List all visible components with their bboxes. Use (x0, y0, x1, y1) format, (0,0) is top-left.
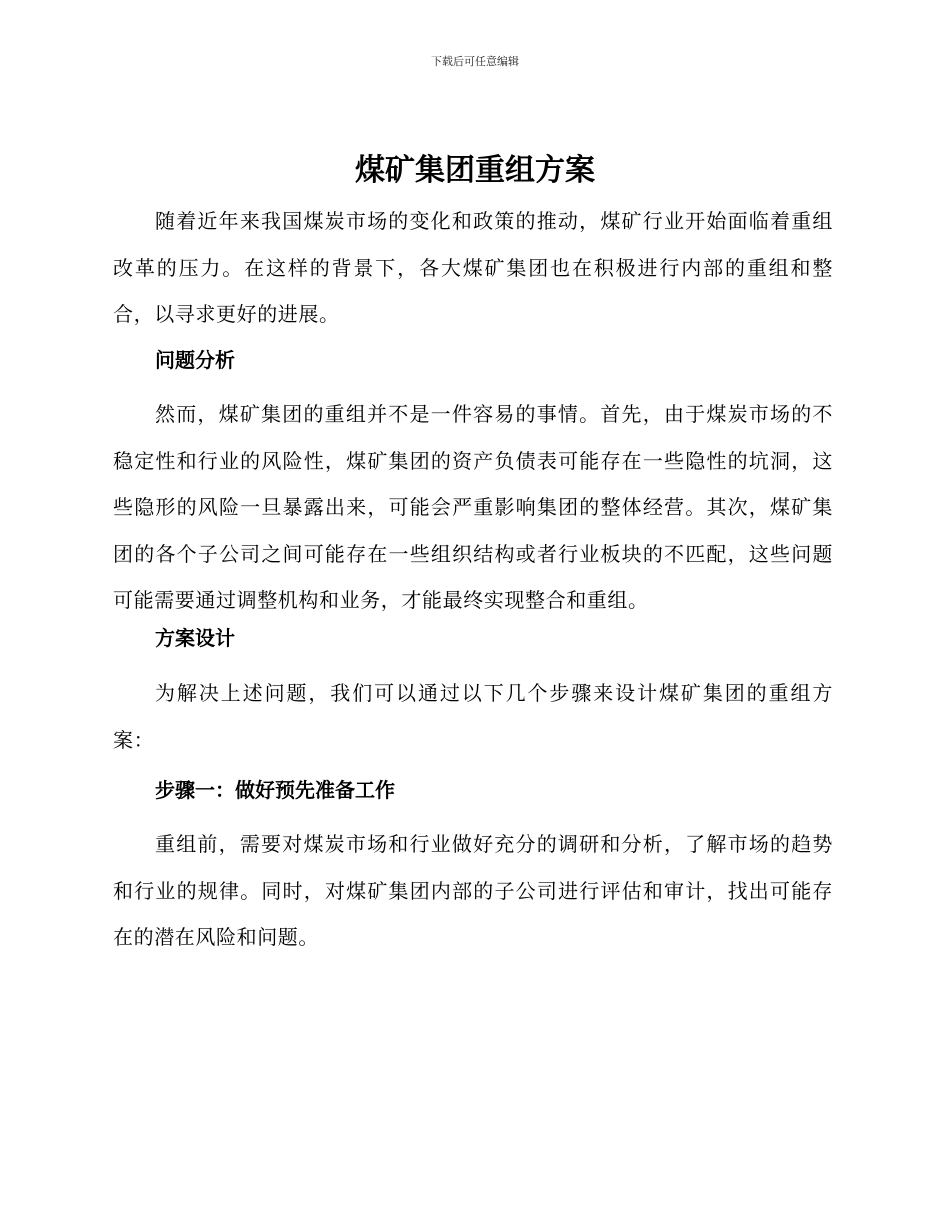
intro-paragraph: 随着近年来我国煤炭市场的变化和政策的推动，煤矿行业开始面临着重组改革的压力。在这样的背景下，各大煤矿集团也在积极进行内部的重组和整合，以寻求更好的进展。 (113, 209, 833, 326)
problem-analysis-paragraph: 然而，煤矿集团的重组并不是一件容易的事情。首先，由于煤炭市场的不稳定性和行业的风险性，煤矿集团的资产负债表可能存在一些隐性的坑洞，这些隐形的风险一旦暴露出来，可能会严重影响集团的整体经营。其次，煤矿集团的各个子公司之间可能存在一些组织结构或者行业板块的不匹配，这些问题可能需要通过调整机构和业务，才能最终实现整合和重组。 (113, 402, 833, 612)
plan-design-paragraph: 为解决上述问题，我们可以通过以下几个步骤来设计煤矿集团的重组方案： (113, 681, 833, 752)
plan-design-heading: 方案设计 (155, 626, 235, 650)
document-title: 煤矿集团重组方案 (355, 153, 595, 188)
step-one-paragraph: 重组前，需要对煤炭市场和行业做好充分的调研和分析，了解市场的趋势和行业的规律。同时，对煤矿集团内部的子公司进行评估和审计，找出可能存在的潜在风险和问题。 (113, 832, 833, 949)
step-one-heading: 步骤一：做好预先准备工作 (155, 778, 395, 802)
header-note: 下载后可任意编辑 (431, 55, 519, 68)
problem-analysis-heading: 问题分析 (155, 348, 235, 372)
